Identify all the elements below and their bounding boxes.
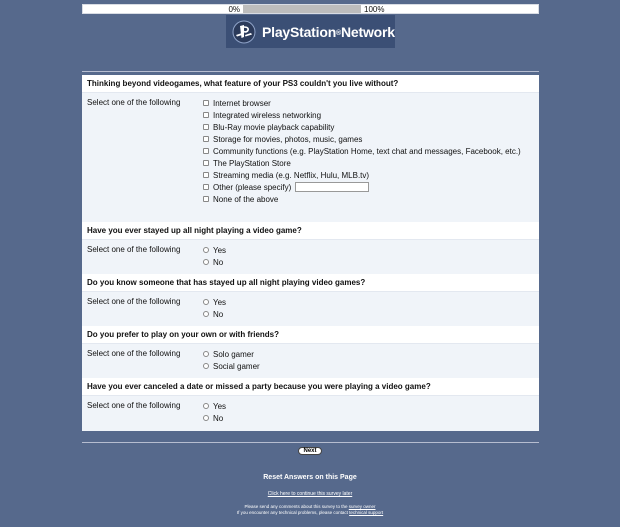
continue-later-link[interactable]: Click here to continue this survey later xyxy=(267,491,353,497)
option-item[interactable]: Community functions (e.g. PlayStation Home, text chat and messages, Facebook, etc.) xyxy=(203,145,539,157)
select-prompt: Select one of the following xyxy=(87,297,181,306)
checkbox[interactable] xyxy=(203,112,209,118)
progress-bar xyxy=(82,4,539,14)
question-title: Do you know someone that has stayed up all night playing video games? xyxy=(82,274,539,292)
option-item[interactable]: Blu-Ray movie playback capability xyxy=(203,121,539,133)
checkbox[interactable] xyxy=(203,124,209,130)
technical-support-link[interactable]: technical support xyxy=(349,510,384,515)
option-item[interactable]: Streaming media (e.g. Netflix, Hulu, MLB.tv) xyxy=(203,169,539,181)
playstation-network-logo xyxy=(226,15,395,48)
checkbox[interactable] xyxy=(203,184,209,190)
option-item[interactable]: No xyxy=(203,256,539,268)
logo-text: PlayStation®Network xyxy=(262,23,395,40)
question-title: Do you prefer to play on your own or with friends? xyxy=(82,326,539,344)
radio-button[interactable] xyxy=(203,351,209,357)
select-prompt: Select one of the following xyxy=(87,401,181,410)
option-item[interactable]: Integrated wireless networking xyxy=(203,109,539,121)
question-options xyxy=(82,344,539,378)
question-options xyxy=(82,396,539,431)
option-item[interactable]: Social gamer xyxy=(203,360,539,372)
radio-button[interactable] xyxy=(203,311,209,317)
survey-owner-link[interactable]: survey owner xyxy=(348,504,376,509)
checkbox[interactable] xyxy=(203,160,209,166)
option-item[interactable]: Storage for movies, photos, music, games xyxy=(203,133,539,145)
other-specify-input[interactable] xyxy=(295,182,369,192)
reset-answers-link[interactable]: Reset Answers on this Page xyxy=(263,474,357,481)
footer-comments: Please send any comments about this survey to the survey owner xyxy=(244,504,376,509)
checkbox[interactable] xyxy=(203,100,209,106)
bottom-divider xyxy=(82,442,539,443)
option-item[interactable]: Yes xyxy=(203,296,539,308)
option-item[interactable]: Solo gamer xyxy=(203,348,539,360)
select-prompt: Select one of the following xyxy=(87,349,181,358)
checkbox[interactable] xyxy=(203,136,209,142)
checkbox[interactable] xyxy=(203,172,209,178)
option-item[interactable]: Yes xyxy=(203,400,539,412)
option-item[interactable]: Yes xyxy=(203,244,539,256)
option-item[interactable]: Other (please specify) xyxy=(203,181,539,193)
footer-support: If you encounter any technical problems, please contact technical support xyxy=(236,510,384,515)
question-title: Have you ever canceled a date or missed a party because you were playing a video game? xyxy=(82,378,539,396)
radio-button[interactable] xyxy=(203,363,209,369)
question-options xyxy=(82,292,539,326)
progress-start-label: 0% xyxy=(228,5,240,14)
radio-button[interactable] xyxy=(203,259,209,265)
checkbox[interactable] xyxy=(203,148,209,154)
question-options xyxy=(82,93,539,222)
radio-button[interactable] xyxy=(203,415,209,421)
progress-track xyxy=(243,5,361,13)
radio-button[interactable] xyxy=(203,299,209,305)
select-prompt: Select one of the following xyxy=(87,245,181,254)
radio-button[interactable] xyxy=(203,247,209,253)
question-title: Have you ever stayed up all night playing a video game? xyxy=(82,222,539,240)
progress-end-label: 100% xyxy=(364,5,385,14)
option-item[interactable]: No xyxy=(203,412,539,424)
question-title: Thinking beyond videogames, what feature of your PS3 couldn't you live without? xyxy=(82,75,539,93)
select-prompt: Select one of the following xyxy=(87,98,181,107)
next-button[interactable]: Next xyxy=(298,447,322,455)
checkbox[interactable] xyxy=(203,196,209,202)
option-item[interactable]: The PlayStation Store xyxy=(203,157,539,169)
survey-form xyxy=(82,75,539,421)
option-item[interactable]: Internet browser xyxy=(203,97,539,109)
question-options xyxy=(82,240,539,274)
top-divider xyxy=(82,71,539,72)
radio-button[interactable] xyxy=(203,403,209,409)
option-item[interactable]: No xyxy=(203,308,539,320)
playstation-icon xyxy=(232,20,256,44)
option-item[interactable]: None of the above xyxy=(203,193,539,205)
